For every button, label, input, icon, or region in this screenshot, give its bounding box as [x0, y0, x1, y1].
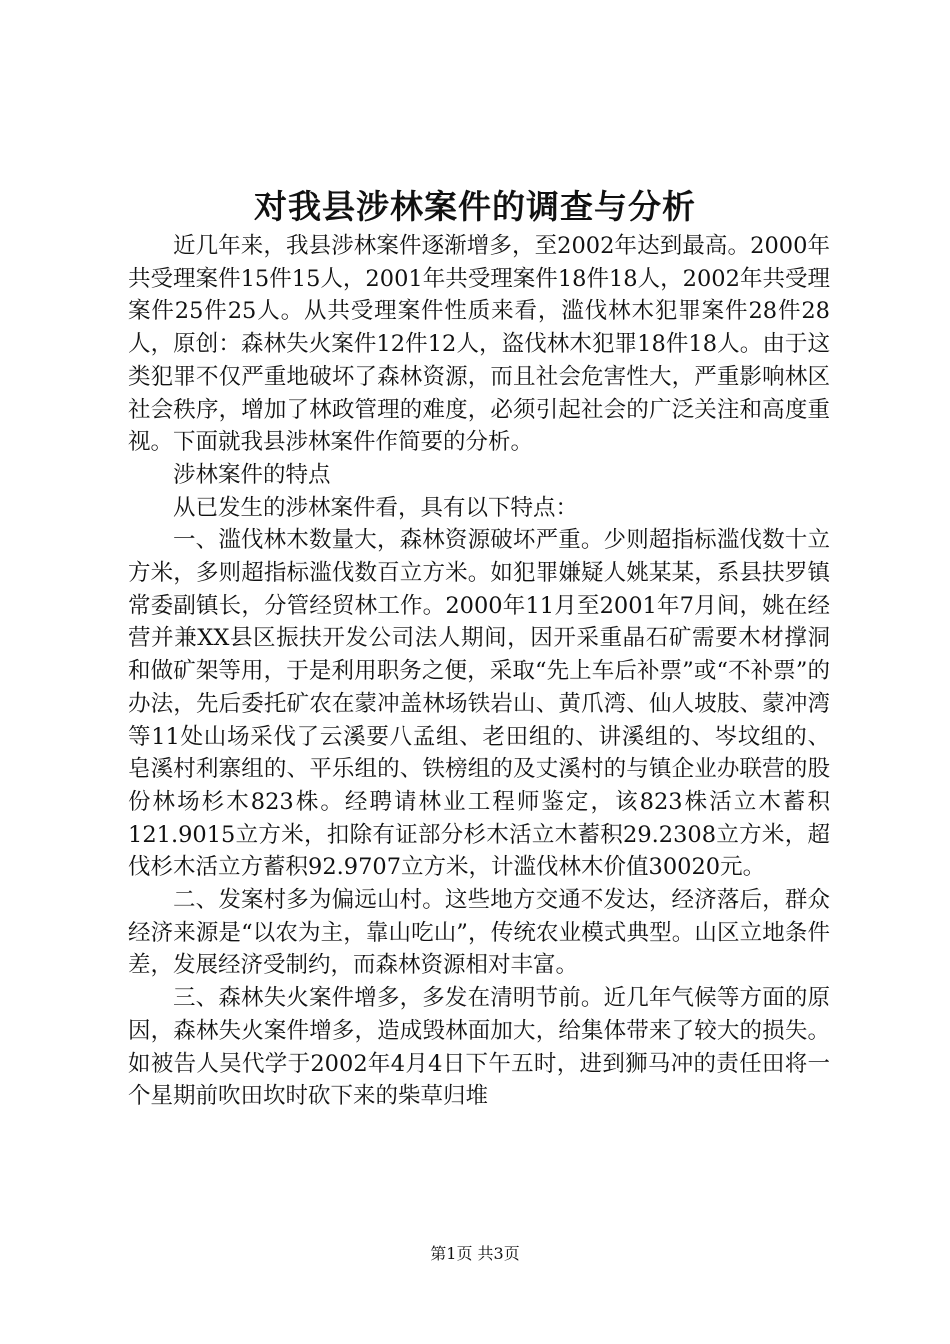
section-heading-features: 涉林案件的特点 [173, 461, 331, 488]
document-title: 对我县涉林案件的调查与分析 [254, 187, 696, 226]
paragraph-intro: 近几年来，我县涉林案件逐渐增多，至2002年达到最高。2000年共受理案件15件15人，2001年共受理案件18件18人，2002年共受理案件25件25人。从共受理案件性质来看，滥伐林木犯罪案件28件28人，原创：森林失火案件12件12人，盗伐林木犯罪18件18人。由于这类犯罪不仅严重地破坏了森林资源，而且社会危害性大，严重影响林区社会秩序，增加了林政管理的难度，必须引起社会的广泛关注和高度重视。下面就我县涉林案件作简要的分析。 [128, 233, 830, 456]
paragraph-point-one: 一、滥伐林木数量大，森林资源破坏严重。少则超指标滥伐数十立方米，多则超指标滥伐数百立方米。如犯罪嫌疑人姚某某，系县扶罗镇常委副镇长，分管经贸林工作。2000年11月至2001年7月间，姚在经营并兼XX县区振扶开发公司法人期间，因开采重晶石矿需要木材撑洞和做矿架等用，于是利用职务之便，采取“先上车后补票”或“不补票”的办法，先后委托矿农在蒙冲盖林场铁岩山、黄爪湾、仙人坡肢、蒙冲湾等11处山场采伐了云溪要八孟组、老田组的、讲溪组的、岑坟组的、皂溪村利寨组的、平乐组的、铁榜组的及丈溪村的与镇企业办联营的股份林场杉木823株。经聘请林业工程师鉴定，该823株活立木蓄积121.9015立方米，扣除有证部分杉木活立木蓄积29.2308立方米，超伐杉木活立方蓄积92.9707立方米，计滥伐林木价值30020元。 [128, 527, 830, 881]
paragraph-point-three: 三、森林失火案件增多，多发在清明节前。近几年气候等方面的原因，森林失火案件增多，造成毁林面加大，给集体带来了较大的损失。如被告人吴代学于2002年4月4日下午五时，进到狮马冲的责任田将一个星期前吹田坎时砍下来的柴草归堆 [128, 985, 830, 1110]
document-body [128, 230, 830, 1113]
page-footer: 第1页 共3页 [430, 1244, 520, 1263]
paragraph-point-two: 二、发案村多为偏远山村。这些地方交通不发达，经济落后，群众经济来源是“以农为主，靠山吃山”，传统农业模式典型。山区立地条件差，发展经济受制约，而森林资源相对丰富。 [128, 887, 830, 979]
paragraph-features-lead: 从已发生的涉林案件看，具有以下特点： [173, 494, 579, 521]
